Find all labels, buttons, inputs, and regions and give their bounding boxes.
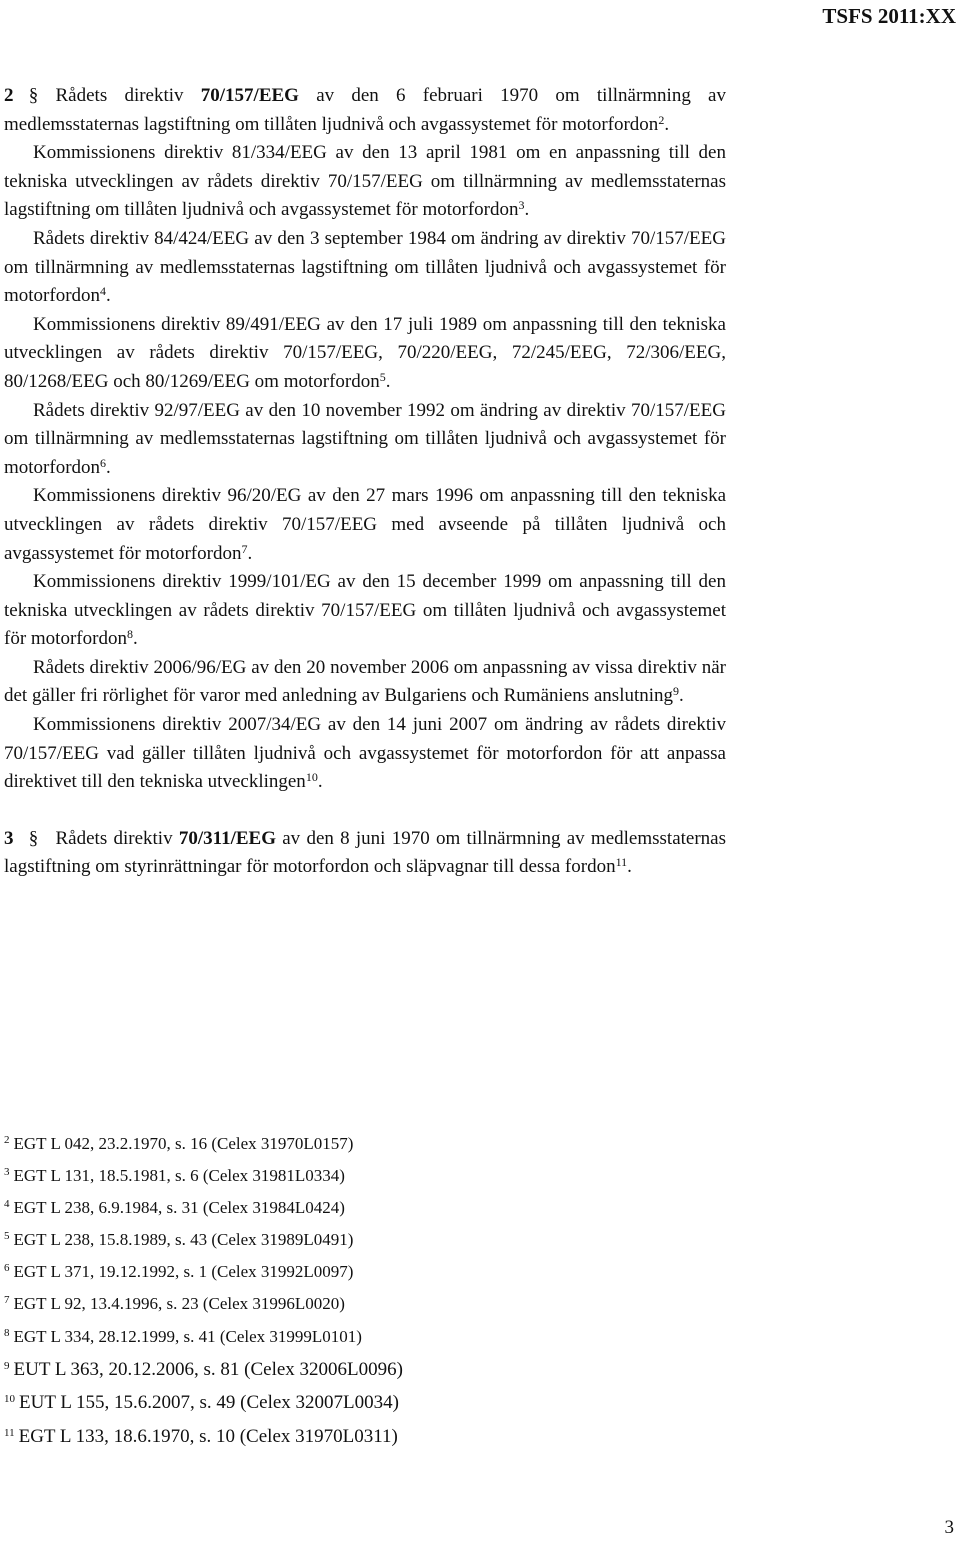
footnote: $^8$ EGT L 334, 28.12.1999, s. 41 (Celex 31999L0101) [4,1326,362,1346]
footnote: $^3$ EGT L 131, 18.5.1981, s. 6 (Celex 31981L0334) [4,1166,345,1186]
section-2-first-paragraph: 2 § Rådets direktiv 70/157/EEG av den 6 februari 1970 om tillnärmning av medlemsstaternas lagstiftning om tillåten ljudnivå och avgassystemet för motorfordon$^2$. [4,82,726,139]
footnote-ref: 4 [100,284,107,299]
document-id: TSFS 2011:XX [822,4,956,28]
directive-paragraph: Kommissionens direktiv 1999/101/EG av den 15 december 1999 om anpassning till den tekniska utvecklingen av rådets direktiv 70/157/EEG om tillåten ljudnivå och avgassystemet för motorfordon$^8$. [4,571,726,650]
section-3-first-paragraph: 3 § Rådets direktiv 70/311/EEG av den 8 juni 1970 om tillnärmning av medlemsstaternas lagstiftning om styrinrättningar för motorfordon och släpvagnar till dessa fordon$^{11}$. [4,825,726,882]
footnotes [4,1128,403,1453]
footnote-ref: 9 [673,684,680,699]
directive-paragraph: Kommissionens direktiv 2007/34/EG av den 14 juni 2007 om ändring av rådets direktiv 70/157/EEG vad gäller tillåten ljudnivå och avgassystemet för motorfordon för att anpassa direktivet till den tekniska utvecklingen$^{10}$. [4,714,726,793]
footnote-ref: 5 [379,369,386,384]
section-number: 2 [4,85,14,106]
directive-number: 70/311/EEG [178,827,276,849]
footnote-ref: 6 [100,455,107,470]
directive-paragraph: Rådets direktiv 2006/96/EG av den 20 november 2006 om anpassning av vissa direktiv när det gäller fri rörlighet för varor med anledning av Bulgariens och Rumäniens anslutning$^9$. [4,656,726,707]
footnote-ref: 11 [615,855,628,870]
section-mark: § [28,827,39,849]
footnote: $^7$ EGT L 92, 13.4.1996, s. 23 (Celex 31996L0020) [4,1294,345,1314]
directive-paragraph: Kommissionens direktiv 89/491/EEG av den 17 juli 1989 om anpassning till den tekniska utvecklingen av rådets direktiv 70/157/EEG, 70/220/EEG, 72/245/EEG, 72/306/EEG, 80/1268/EEG och 80/1269/EEG om motorfordon$^5$. [4,313,726,392]
directive-paragraph: Kommissionens direktiv 96/20/EG av den 27 mars 1996 om anpassning till den tekniska utvecklingen av rådets direktiv 70/157/EEG med avseende på tillåten ljudnivå och avgassystemet för motorfordon$^7$. [4,485,726,564]
footnote-ref: 3 [518,198,525,213]
section-mark: § [28,85,39,106]
footnote-ref: 10 [305,770,318,785]
page-number: 3 [944,1517,954,1538]
footnote-ref: 2 [658,112,665,127]
footnote-ref: 7 [241,541,248,556]
document-body [4,82,726,882]
footnote: $^9$ EUT L 363, 20.12.2006, s. 81 (Celex 32006L0096) [4,1358,403,1380]
footnote: $^6$ EGT L 371, 19.12.1992, s. 1 (Celex 31992L0097) [4,1262,354,1282]
footnote: $^5$ EGT L 238, 15.8.1989, s. 43 (Celex 31989L0491) [4,1230,354,1250]
footnote-ref: 8 [126,627,133,642]
directive-paragraph: Rådets direktiv 92/97/EEG av den 10 november 1992 om ändring av direktiv 70/157/EEG om tillnärmning av medlemsstaternas lagstiftning om tillåten ljudnivå och avgassystemet för motorfordon$^6$. [4,399,726,478]
directive-paragraph: Rådets direktiv 84/424/EEG av den 3 september 1984 om ändring av direktiv 70/157/EEG om tillnärmning av medlemsstaternas lagstiftning om tillåten ljudnivå och avgassystemet för motorfordon$^4$. [4,227,726,307]
footnote: $^2$ EGT L 042, 23.2.1970, s. 16 (Celex 31970L0157) [4,1134,354,1153]
directive-number: 70/157/EEG [200,85,299,106]
section-number: 3 [4,827,14,849]
footnote: $^4$ EGT L 238, 6.9.1984, s. 31 (Celex 31984L0424) [4,1198,345,1218]
directive-paragraph: Kommissionens direktiv 81/334/EEG av den 13 april 1981 om en anpassning till den tekniska utvecklingen av rådets direktiv 70/157/EEG om tillnärmning av medlemsstaternas lagstiftning om tillåten ljudnivå och avgassystemet för motorfordon$^3$. [4,142,726,221]
footnote: $^{11}$ EGT L 133, 18.6.1970, s. 10 (Celex 31970L0311) [4,1425,398,1447]
footnote: $^{10}$ EUT L 155, 15.6.2007, s. 49 (Celex 32007L0034) [4,1392,399,1414]
